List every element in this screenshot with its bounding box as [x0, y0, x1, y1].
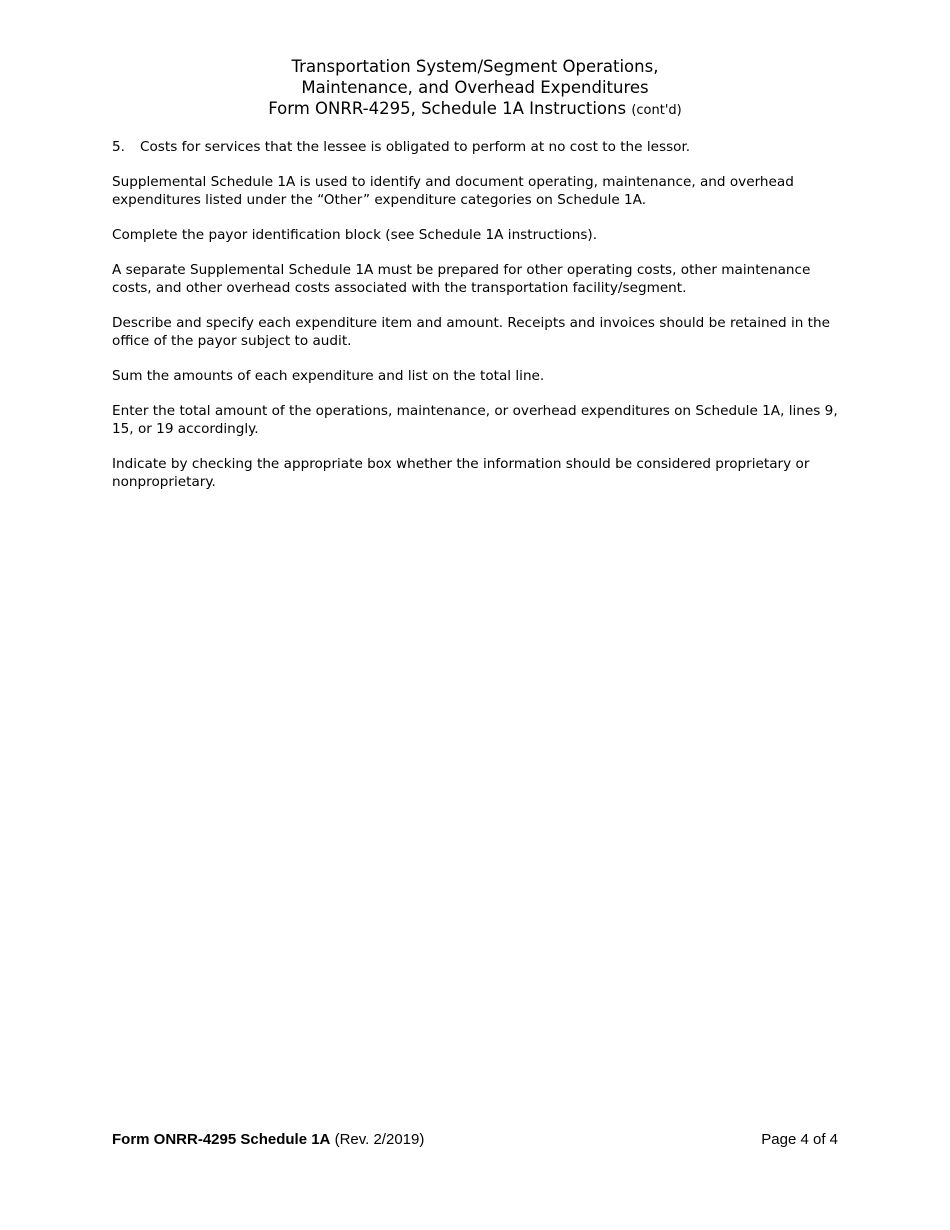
paragraph: Supplemental Schedule 1A is used to identify and document operating, maintenance, and overhead expenditures listed under the “Other” expenditure categories on Schedule 1A.: [112, 174, 794, 208]
footer-form-name: Form ONRR-4295 Schedule 1A: [112, 1131, 331, 1148]
footer-revision: (Rev. 2/2019): [334, 1131, 425, 1148]
paragraph: Describe and specify each expenditure item and amount. Receipts and invoices should be retained in the office of the payor subject to audit.: [112, 315, 830, 349]
list-item-5: [112, 138, 842, 156]
list-item-number: 5.: [112, 139, 125, 155]
paragraph: Sum the amounts of each expenditure and list on the total line.: [112, 368, 545, 384]
paragraph: Complete the payor identification block (see Schedule 1A instructions).: [112, 227, 598, 243]
page-number: Page 4 of 4: [761, 1131, 838, 1148]
page-footer: [112, 1131, 838, 1148]
list-item-text: Costs for services that the lessee is obligated to perform at no cost to the lessor.: [140, 139, 691, 155]
instructions-body: [112, 138, 842, 508]
paragraph: A separate Supplemental Schedule 1A must be prepared for other operating costs, other maintenance costs, and other overhead costs associated with the transportation facility/segment.: [112, 262, 811, 296]
header-title-line-1: Transportation System/Segment Operations,: [291, 57, 659, 76]
paragraph: Indicate by checking the appropriate box whether the information should be considered proprietary or nonproprietary.: [112, 456, 810, 490]
page-header: [0, 56, 950, 121]
header-title-line-3: [0, 98, 950, 121]
header-form-title: Form ONRR-4295, Schedule 1A Instructions: [268, 99, 627, 118]
footer-form-id: [112, 1131, 424, 1148]
header-contd: (cont'd): [631, 103, 682, 118]
header-title-line-2: Maintenance, and Overhead Expenditures: [301, 78, 649, 97]
paragraph: Enter the total amount of the operations, maintenance, or overhead expenditures on Schedule 1A, lines 9, 15, or 19 accordingly.: [112, 403, 838, 437]
